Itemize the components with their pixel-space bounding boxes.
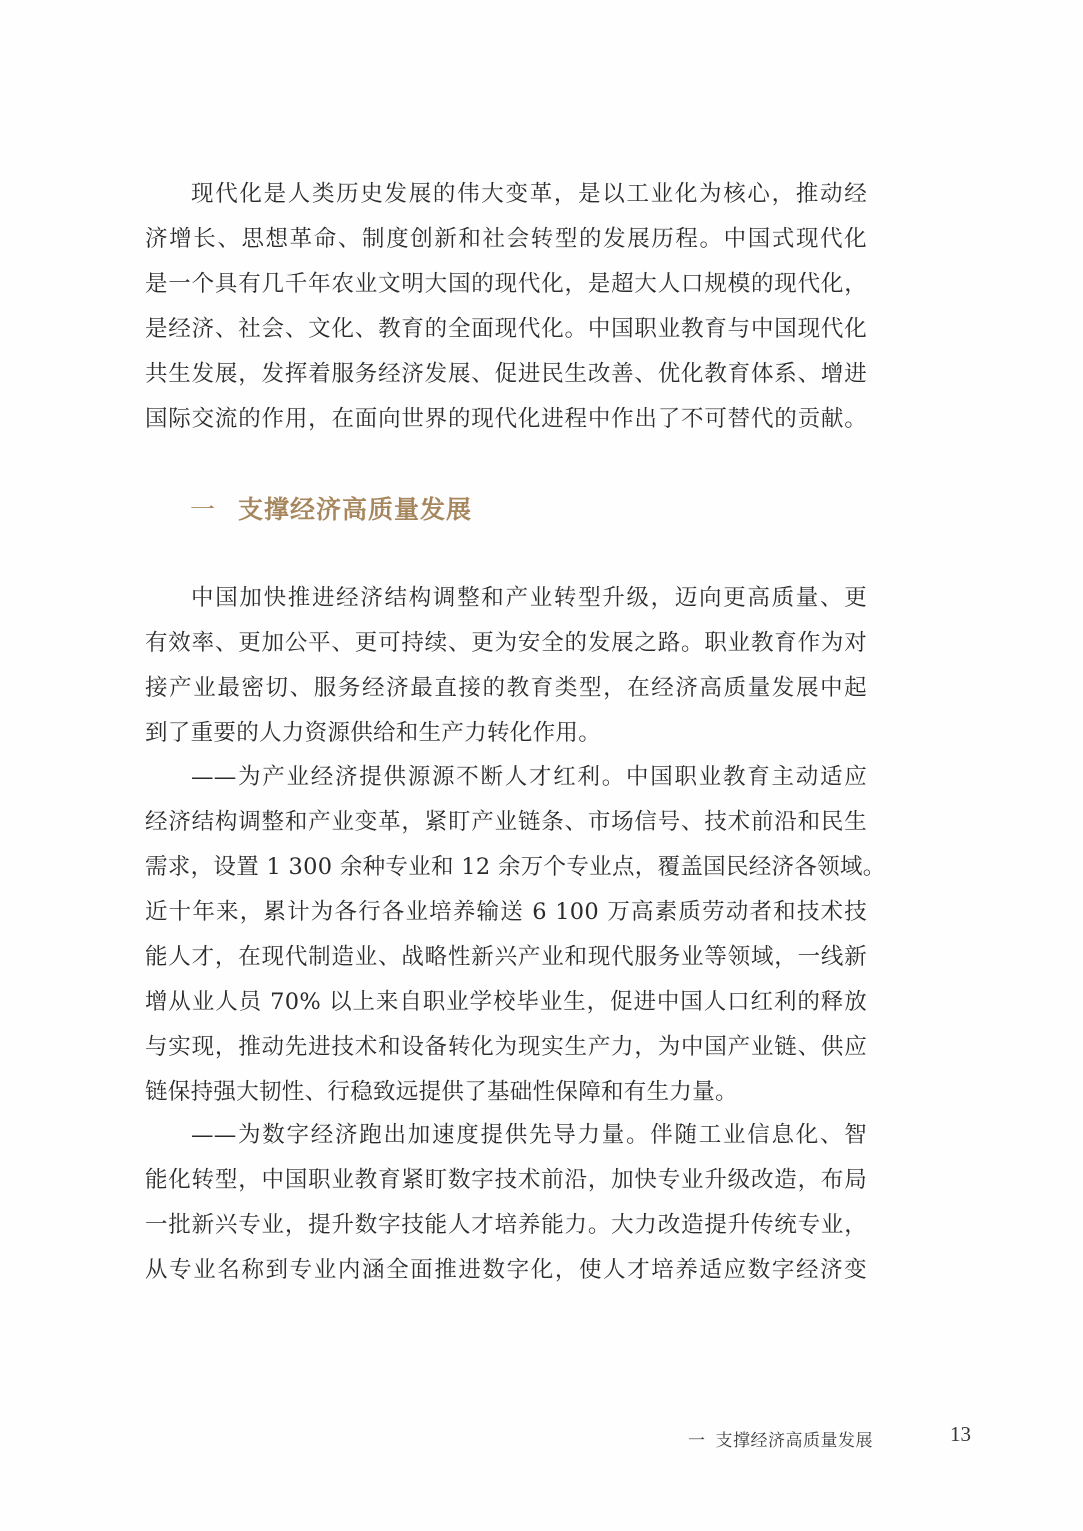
text-line: 中国加快推进经济结构调整和产业转型升级，迈向更高质量、更 — [191, 585, 867, 611]
text-line: 有效率、更加公平、更可持续、更为安全的发展之路。职业教育作为对 — [145, 630, 867, 656]
running-footer-title — [688, 1426, 873, 1451]
body-paragraph-3 — [145, 1113, 867, 1293]
text-line: 是一个具有几千年农业文明大国的现代化，是超大人口规模的现代化， — [145, 271, 867, 297]
text-line: 到了重要的人力资源供给和生产力转化作用。 — [145, 720, 602, 746]
text-line: 链保持强大韧性、行稳致远提供了基础性保障和有生力量。 — [145, 1079, 738, 1105]
page-footer — [0, 1420, 1083, 1460]
text-line: 济增长、思想革命、制度创新和社会转型的发展历程。中国式现代化 — [145, 226, 867, 252]
text-line: 近十年来，累计为各行各业培养输送 6 100 万高素质劳动者和技术技 — [145, 899, 867, 925]
footer-section-number: 一 — [688, 1431, 706, 1451]
text-line: 与实现，推动先进技术和设备转化为现实生产力，为中国产业链、供应 — [145, 1034, 867, 1060]
text-line: 能化转型，中国职业教育紧盯数字技术前沿，加快专业升级改造，布局 — [145, 1167, 867, 1193]
section-number: 一 — [190, 495, 217, 524]
page-number: 13 — [950, 1422, 971, 1446]
text-line: 国际交流的作用，在面向世界的现代化进程中作出了不可替代的贡献。 — [145, 406, 867, 432]
text-line: 共生发展，发挥着服务经济发展、促进民生改善、优化教育体系、增进 — [145, 361, 867, 387]
text-line: ——为产业经济提供源源不断人才红利。中国职业教育主动适应 — [191, 764, 867, 790]
text-line: 一批新兴专业，提升数字技能人才培养能力。大力改造提升传统专业， — [145, 1212, 867, 1238]
section-title: 支撑经济高质量发展 — [238, 495, 473, 524]
section-heading — [190, 490, 472, 530]
text-line: 是经济、社会、文化、教育的全面现代化。中国职业教育与中国现代化 — [145, 316, 867, 342]
intro-paragraph — [145, 172, 867, 442]
text-line: 需求，设置 1 300 余种专业和 12 余万个专业点，覆盖国民经济各领域。 — [145, 854, 886, 880]
body-paragraph-1 — [145, 576, 867, 756]
text-line: 接产业最密切、服务经济最直接的教育类型，在经济高质量发展中起 — [145, 675, 867, 701]
text-line: 现代化是人类历史发展的伟大变革，是以工业化为核心，推动经 — [191, 181, 867, 207]
body-paragraph-2 — [145, 755, 886, 1115]
text-line: 增从业人员 70% 以上来自职业学校毕业生，促进中国人口红利的释放 — [145, 989, 867, 1015]
text-line: 从专业名称到专业内涵全面推进数字化，使人才培养适应数字经济变 — [145, 1257, 867, 1283]
text-line: ——为数字经济跑出加速度提供先导力量。伴随工业信息化、智 — [191, 1122, 867, 1148]
footer-section-title: 支撑经济高质量发展 — [715, 1431, 873, 1451]
text-line: 经济结构调整和产业变革，紧盯产业链条、市场信号、技术前沿和民生 — [145, 809, 867, 835]
text-line: 能人才，在现代制造业、战略性新兴产业和现代服务业等领域，一线新 — [145, 944, 867, 970]
